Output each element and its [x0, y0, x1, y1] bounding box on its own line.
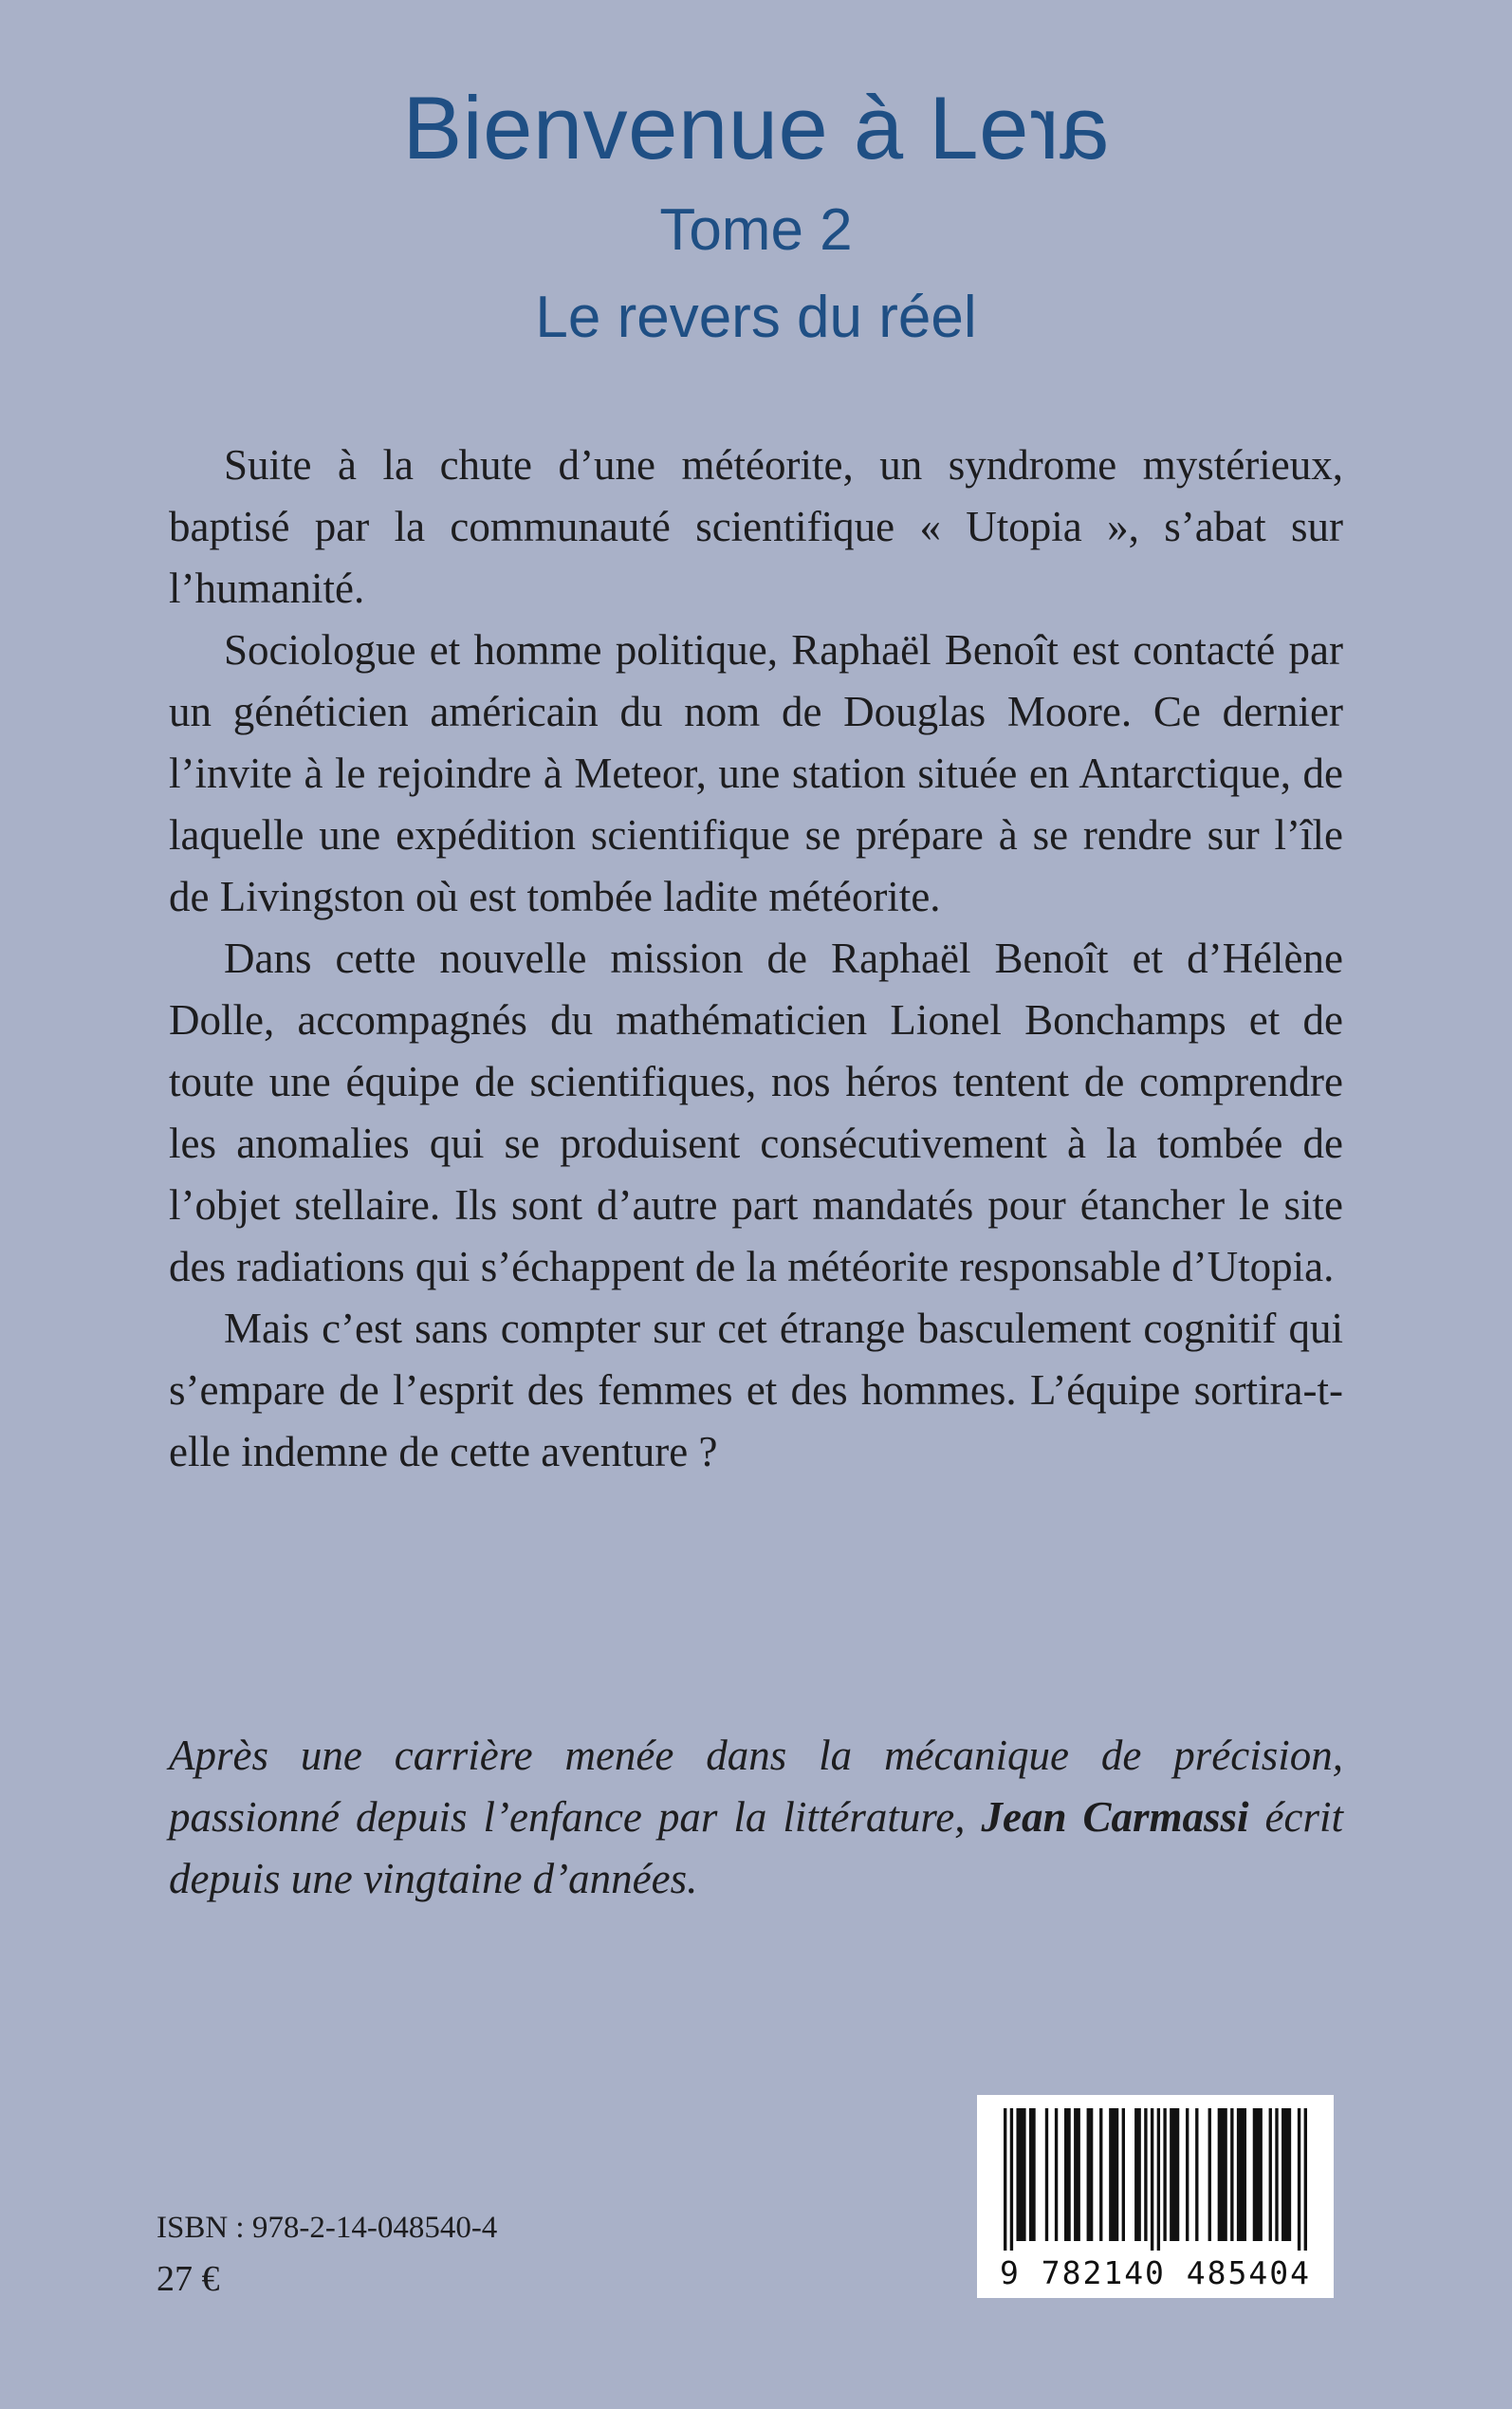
author-bio-text: Après une carrière menée dans la mécanique de précision, passionné depuis l’enfance par la littérature, — [169, 1732, 1343, 1841]
barcode-bar — [1151, 2108, 1153, 2251]
blurb-paragraph: Mais c’est sans compter sur cet étrange basculement cognitif qui s’empare de l’esprit des femmes et des hommes. L’équipe sortira-t-elle indemne de cette aventure ? — [169, 1305, 1343, 1475]
barcode-bar — [1208, 2108, 1211, 2241]
barcode-bar — [1134, 2108, 1141, 2241]
barcode-bar — [1010, 2108, 1013, 2251]
author-bio-text-end: écrit depuis une vingtaine d’années. — [169, 1793, 1343, 1902]
barcode-bar — [1298, 2108, 1300, 2251]
book-title-main: Bienvenue à Le — [402, 78, 1029, 177]
author-bio — [169, 1725, 1343, 1910]
title-block — [0, 78, 1512, 350]
barcode-bar — [1253, 2108, 1263, 2241]
barcode-bar — [1064, 2108, 1071, 2241]
barcode — [977, 2095, 1334, 2298]
blurb-paragraph: Sociologue et homme politique, Raphaël Benoît est contacté par un généticien américain du nom de Douglas Moore. Ce dernier l’invite à le rejoindre à Meteor, une station située en Antarctique, de laquelle une expédition scientifique se prépare à se rendre sur l’île de Livingston où est tombée ladite météorite. — [169, 626, 1343, 920]
barcode-bar — [1029, 2108, 1036, 2241]
barcode-bar — [1218, 2108, 1227, 2241]
barcode-bar — [1045, 2108, 1048, 2241]
barcode-bar — [1016, 2108, 1025, 2241]
barcode-bar — [1230, 2108, 1233, 2241]
barcode-bar — [1109, 2108, 1118, 2241]
barcode-bar — [1282, 2108, 1291, 2241]
barcode-bar — [1074, 2108, 1080, 2241]
book-subtitle: Le revers du réel — [535, 285, 977, 350]
barcode-bar — [1122, 2108, 1125, 2241]
blurb-paragraph: Dans cette nouvelle mission de Raphaël Benoît et d’Hélène Dolle, accompagnés du mathématicien Lionel Bonchamps et de toute une équipe de scientifiques, nos héros tentent de comprendre les anomalies qui se produisent consécutivement à la tombée de l’objet stellaire. Ils sont d’autre part mandatés pour étancher le site des radiations qui s’échappent de la météorite responsable d’Utopia. — [169, 935, 1343, 1290]
barcode-bar — [1195, 2108, 1198, 2241]
price: 27 € — [157, 2259, 220, 2299]
isbn: ISBN : 978-2-14-048540-4 — [157, 2211, 498, 2245]
barcode-bar — [1004, 2108, 1006, 2251]
barcode-bar — [1055, 2108, 1058, 2241]
barcode-bar — [1087, 2108, 1094, 2241]
barcode-bar — [1304, 2108, 1307, 2251]
barcode-bar — [1163, 2108, 1166, 2241]
barcode-bar — [1144, 2108, 1147, 2241]
blurb — [169, 435, 1343, 1483]
author-name: Jean Carmassi — [981, 1793, 1249, 1841]
barcode-bar — [1275, 2108, 1278, 2241]
barcode-bar — [1157, 2108, 1160, 2251]
blurb-paragraph: Suite à la chute d’une météorite, un syndrome mystérieux, baptisé par la communauté scientifique « Utopia », s’abat sur l’humanité. — [169, 441, 1343, 612]
volume-label: Tome 2 — [659, 197, 853, 263]
barcode-bar — [1186, 2108, 1189, 2241]
book-title-mirrored-letters: ar — [1028, 78, 1110, 177]
barcode-bar — [1269, 2108, 1272, 2241]
barcode-digits: 9 782140 485404 — [999, 2254, 1311, 2291]
barcode-bars — [1004, 2108, 1307, 2251]
barcode-bar — [1170, 2108, 1179, 2241]
barcode-bar — [1237, 2108, 1246, 2241]
book-title — [0, 78, 1512, 177]
barcode-bar — [1099, 2108, 1102, 2241]
